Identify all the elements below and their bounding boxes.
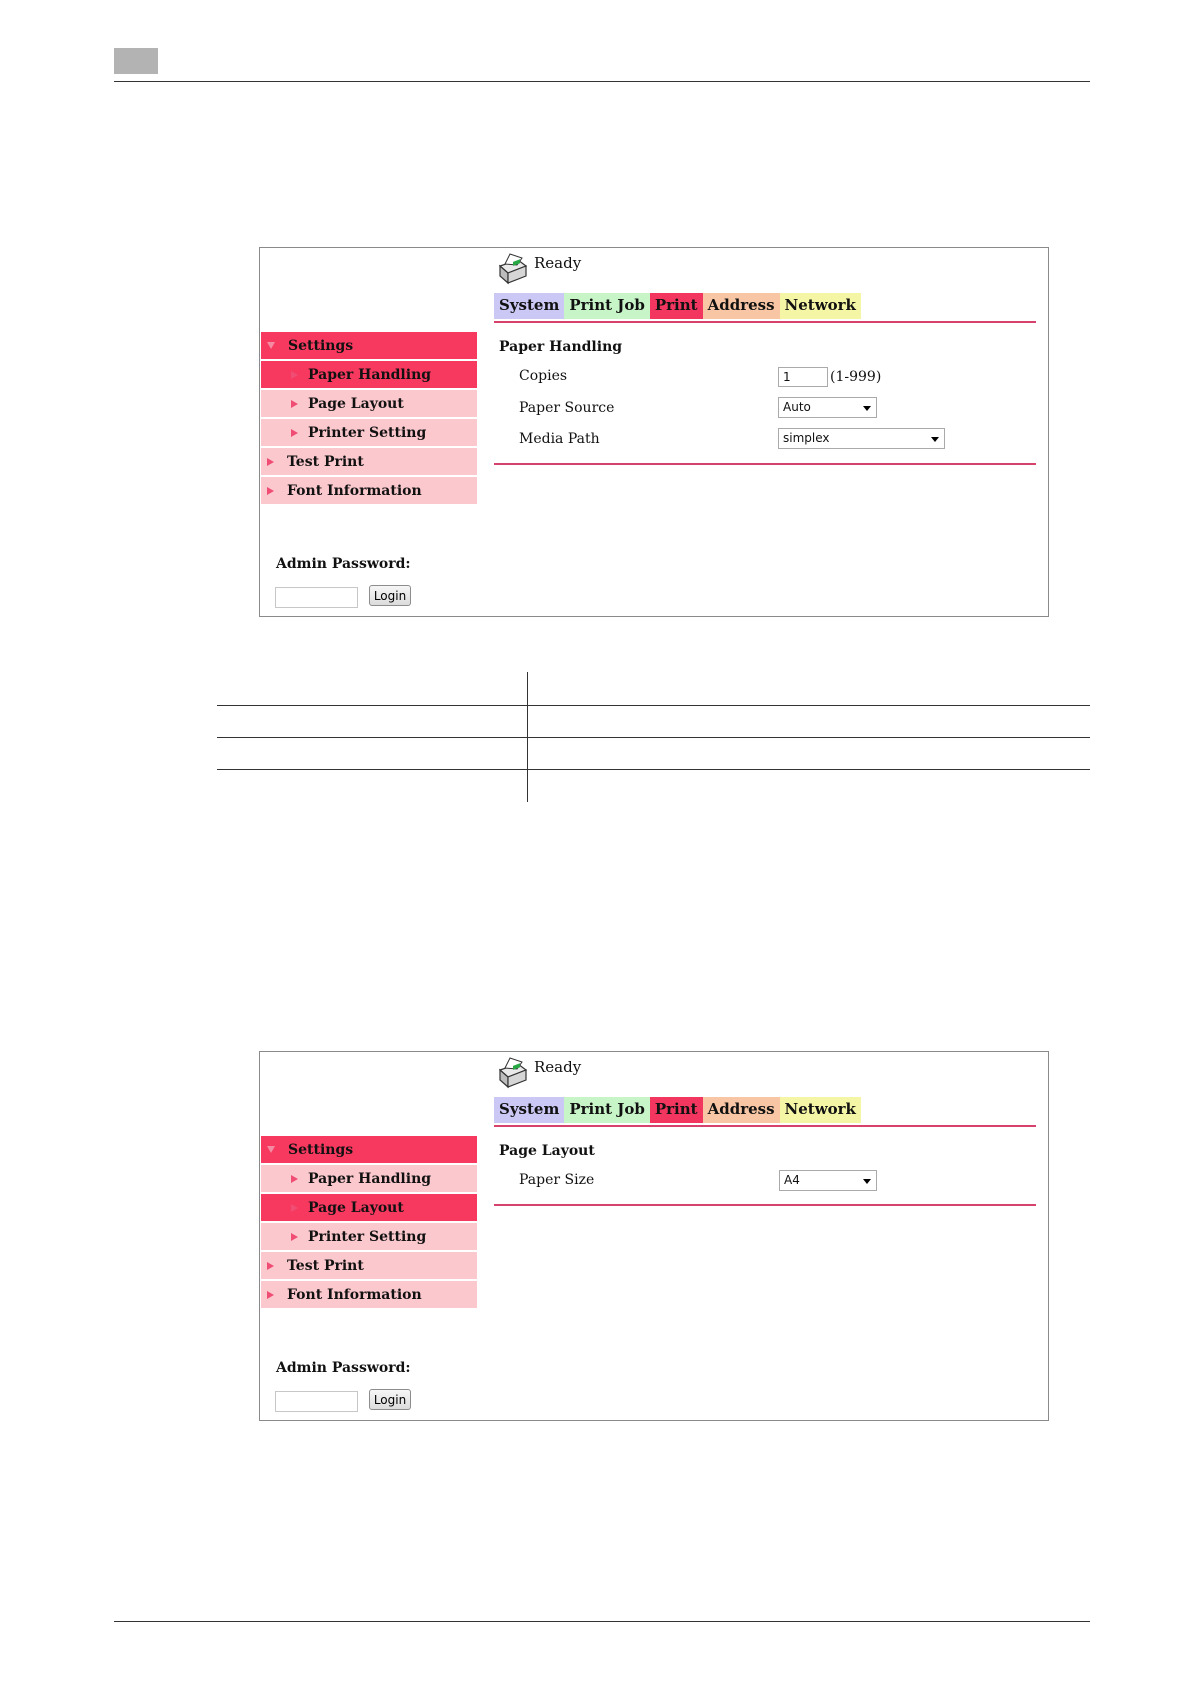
sidebar-item-label: Page Layout [308, 1199, 404, 1216]
tab-network[interactable]: Network [780, 1097, 861, 1123]
sidebar-item-printer-setting[interactable] [261, 419, 477, 446]
content-bottom-rule [494, 463, 1036, 465]
sidebar-item-label: Settings [288, 337, 354, 354]
sidebar-item-font-information[interactable] [261, 1281, 477, 1308]
sidebar-item-label: Font Information [287, 1286, 422, 1303]
sidebar-item-label: Page Layout [308, 395, 404, 412]
sidebar-item-label: Settings [288, 1141, 354, 1158]
arrow-right-icon [267, 1291, 274, 1299]
selected-value: A4 [784, 1173, 800, 1187]
paper-source-label: Paper Source [519, 400, 615, 416]
sidebar-item-label: Paper Handling [308, 1170, 432, 1187]
sidebar-item-label: Printer Setting [308, 1228, 427, 1245]
paper-source-select[interactable] [778, 397, 877, 418]
sidebar-item-page-layout[interactable] [261, 390, 477, 417]
sidebar-item-settings[interactable] [261, 1136, 477, 1163]
printer-status [496, 252, 581, 286]
content-bottom-rule [494, 1204, 1036, 1206]
chevron-down-icon [863, 406, 871, 411]
selected-value: simplex [783, 431, 830, 445]
admin-password-input[interactable] [275, 587, 358, 608]
sidebar-item-paper-handling[interactable] [261, 1165, 477, 1192]
tab-system[interactable]: System [494, 1097, 564, 1123]
tab-address[interactable]: Address [703, 293, 780, 319]
sidebar-item-settings[interactable] [261, 332, 477, 359]
arrow-right-icon [267, 1262, 274, 1270]
sidebar-item-paper-handling[interactable] [261, 361, 477, 388]
table-row-rule [217, 769, 1090, 770]
tab-print[interactable]: Print [650, 1097, 703, 1123]
media-path-select[interactable] [778, 428, 945, 449]
sidebar-item-label: Test Print [287, 1257, 364, 1274]
admin-password-label: Admin Password: [276, 556, 411, 572]
arrow-right-icon [291, 1175, 298, 1183]
sidebar-item-label: Font Information [287, 482, 422, 499]
tab-network[interactable]: Network [780, 293, 861, 319]
login-button[interactable]: Login [369, 1389, 411, 1410]
login-button[interactable]: Login [369, 585, 411, 606]
arrow-right-icon [291, 429, 298, 437]
section-title: Page Layout [499, 1143, 595, 1159]
printer-icon [496, 1056, 530, 1090]
arrow-right-icon [291, 1233, 298, 1241]
page-header-tab [114, 48, 158, 74]
printer-status [496, 1056, 581, 1090]
sidebar-item-label: Printer Setting [308, 424, 427, 441]
copies-input[interactable]: 1 [778, 367, 828, 387]
sidebar-item-font-information[interactable] [261, 477, 477, 504]
footer-rule [114, 1621, 1090, 1622]
tab-address[interactable]: Address [703, 1097, 780, 1123]
section-title: Paper Handling [499, 339, 623, 355]
copies-range: (1-999) [830, 369, 882, 385]
tab-print-job[interactable]: Print Job [564, 1097, 650, 1123]
table-row-rule [217, 705, 1090, 706]
page-layout-screenshot [259, 1051, 1049, 1421]
paper-size-label: Paper Size [519, 1172, 595, 1188]
arrow-right-icon [267, 458, 274, 466]
paper-handling-screenshot [259, 247, 1049, 617]
arrow-right-icon [267, 487, 274, 495]
arrow-right-icon [291, 371, 298, 379]
tab-print[interactable]: Print [650, 293, 703, 319]
chevron-down-icon [863, 1179, 871, 1184]
paper-size-select[interactable] [779, 1170, 877, 1191]
tab-system[interactable]: System [494, 293, 564, 319]
sidebar-item-printer-setting[interactable] [261, 1223, 477, 1250]
admin-password-input[interactable] [275, 1391, 358, 1412]
tabs-underline [494, 1125, 1036, 1127]
sidebar-item-test-print[interactable] [261, 1252, 477, 1279]
main-tabs [494, 293, 861, 319]
tab-print-job[interactable]: Print Job [564, 293, 650, 319]
selected-value: Auto [783, 400, 811, 414]
table-row-rule [217, 737, 1090, 738]
media-path-label: Media Path [519, 431, 600, 447]
sidebar [261, 332, 477, 506]
tabs-underline [494, 321, 1036, 323]
chevron-down-icon [931, 437, 939, 442]
status-text: Ready [534, 254, 582, 272]
arrow-right-icon [291, 1204, 298, 1212]
main-tabs [494, 1097, 861, 1123]
status-text: Ready [534, 1058, 582, 1076]
sidebar [261, 1136, 477, 1310]
arrow-right-icon [291, 400, 298, 408]
sidebar-item-page-layout[interactable] [261, 1194, 477, 1221]
expand-arrow-icon [267, 342, 275, 349]
expand-arrow-icon [267, 1146, 275, 1153]
sidebar-item-test-print[interactable] [261, 448, 477, 475]
copies-label: Copies [519, 368, 568, 384]
sidebar-item-label: Test Print [287, 453, 364, 470]
header-rule [114, 81, 1090, 82]
admin-password-label: Admin Password: [276, 1360, 411, 1376]
printer-icon [496, 252, 530, 286]
sidebar-item-label: Paper Handling [308, 366, 432, 383]
